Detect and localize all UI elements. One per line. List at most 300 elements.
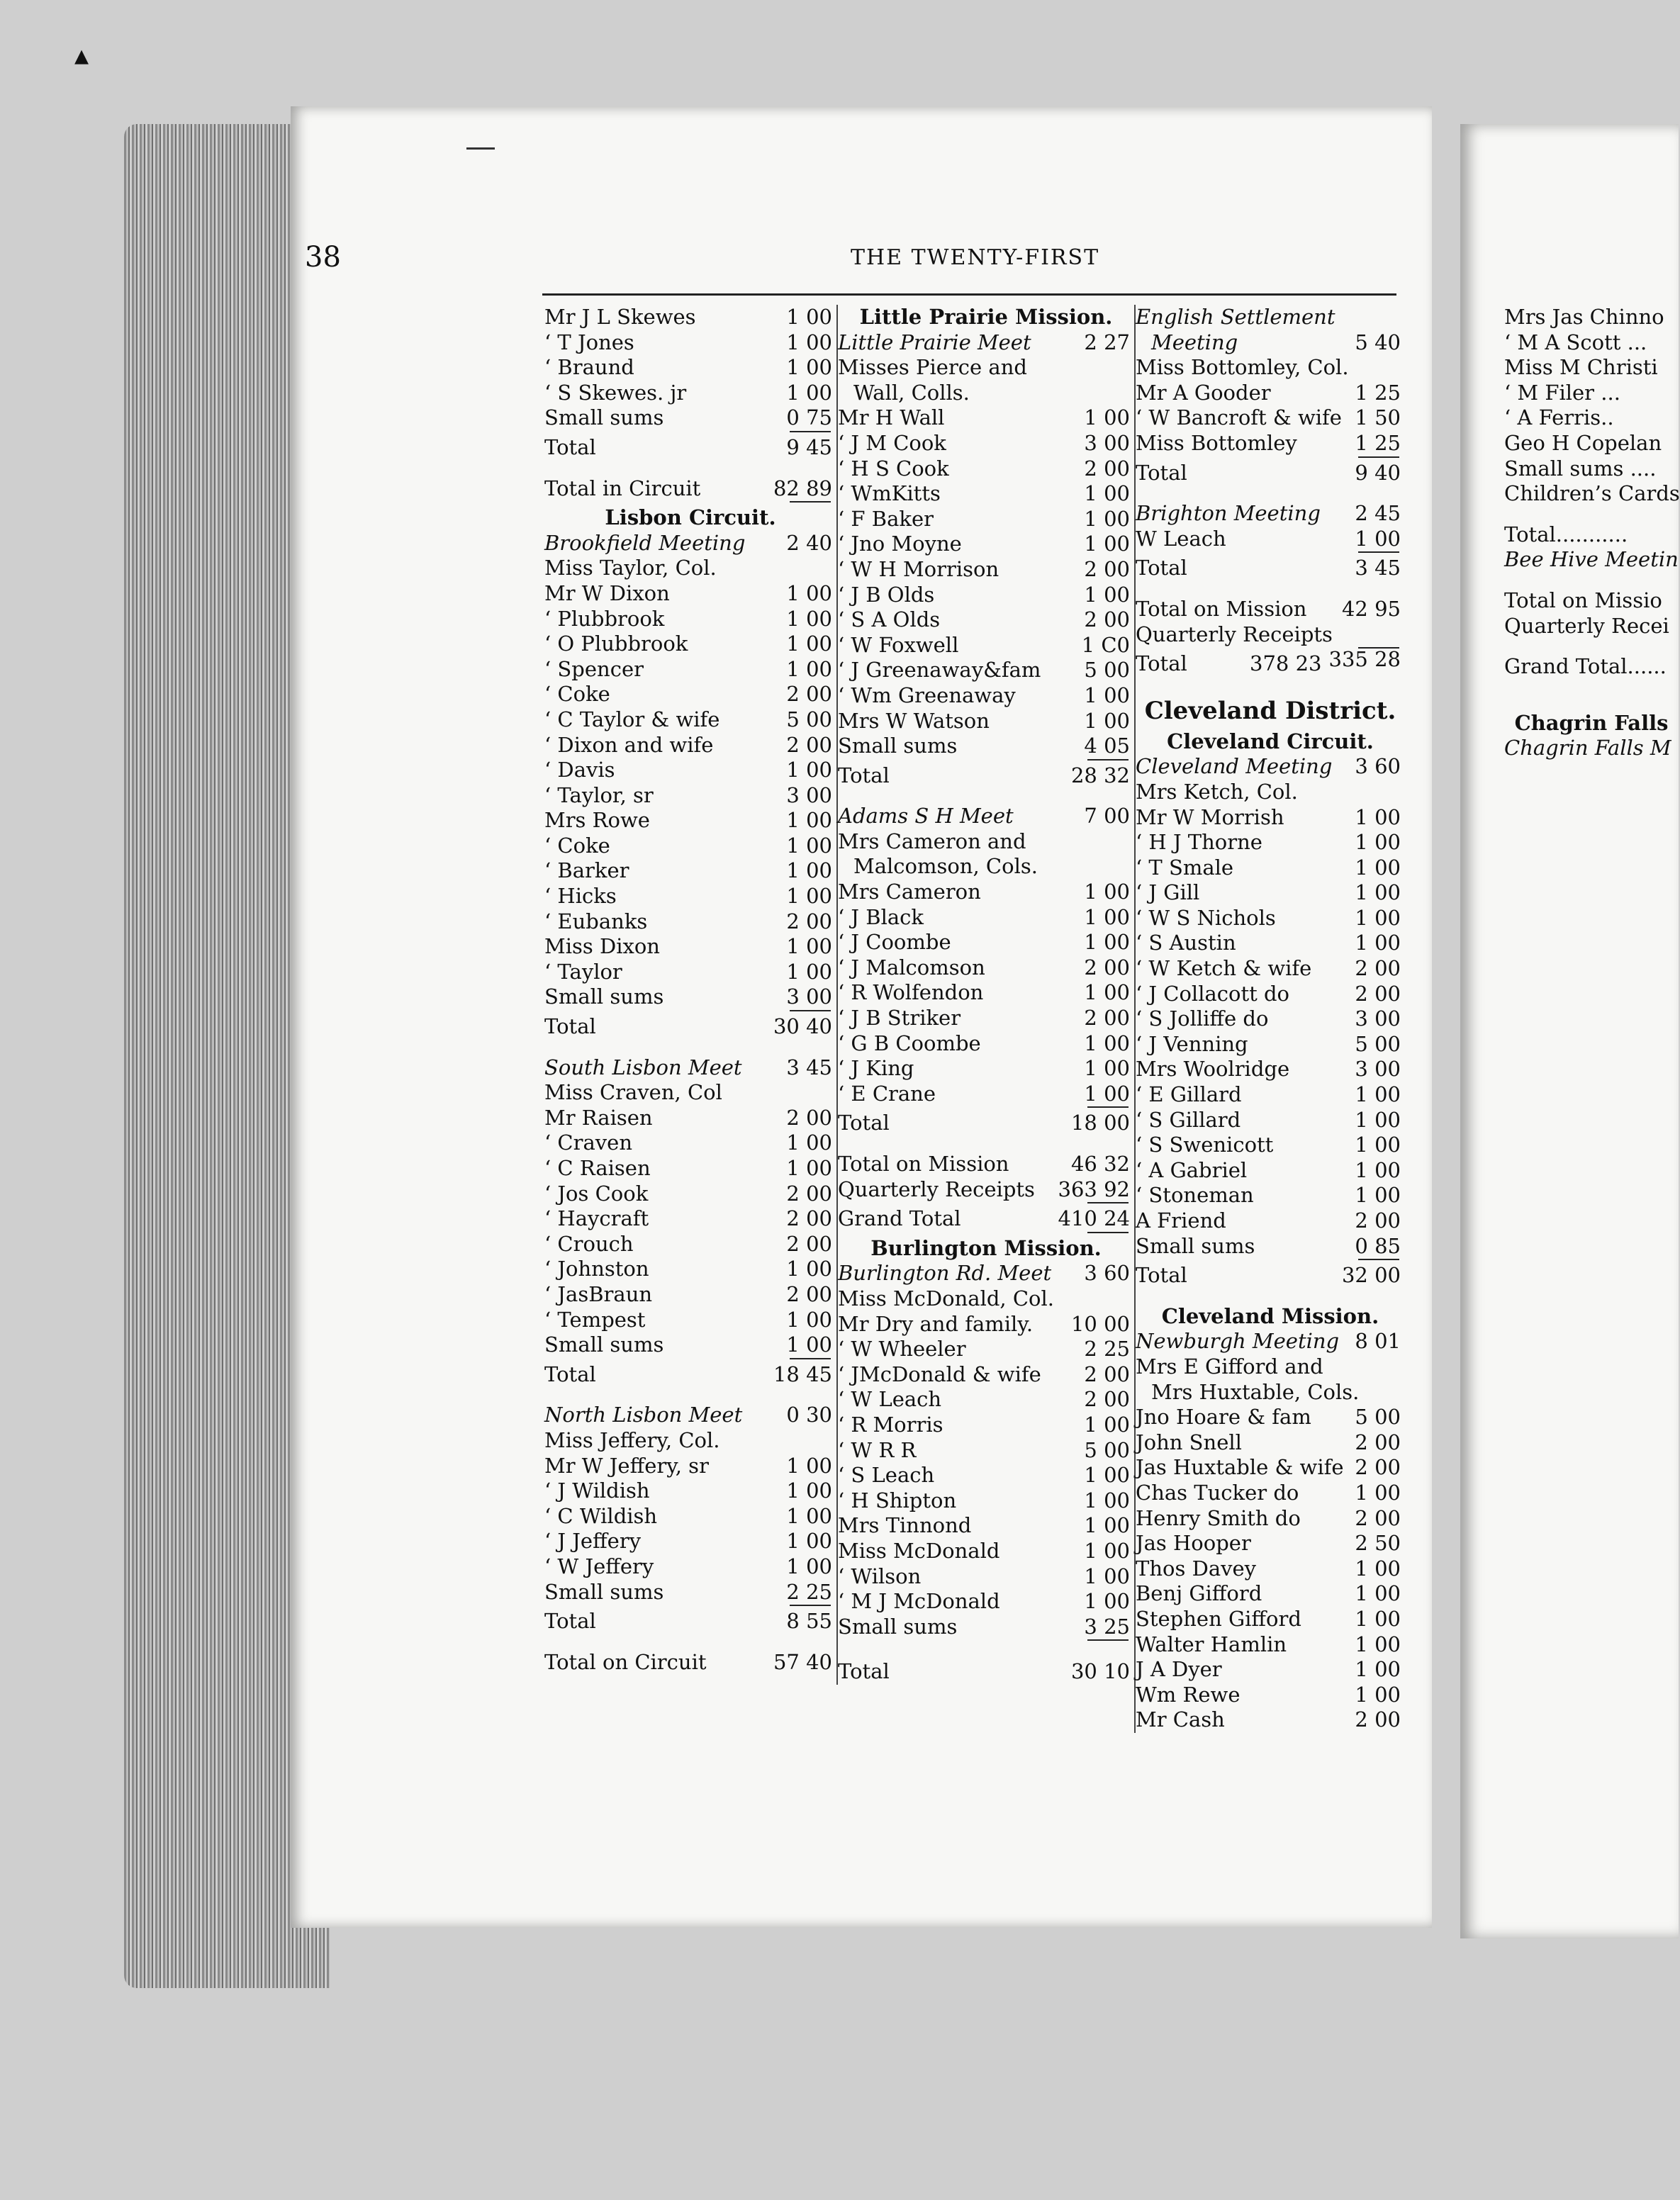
entry-name: ‘ Johnston [544, 1257, 649, 1281]
entry-name: Miss Bottomley, Col. [1136, 355, 1349, 380]
entry-name: Miss Bottomley [1136, 430, 1297, 455]
spacer [1504, 639, 1679, 654]
entry-name: ‘ S Swenicott [1136, 1133, 1274, 1157]
spacer [1136, 677, 1405, 692]
entry-name: ‘ R Wolfendon [838, 980, 984, 1005]
entry-amount: 1 00 [1352, 880, 1405, 906]
entry-name: ‘ J B Olds [838, 582, 935, 607]
entry-amount: 8 01 [1352, 1329, 1405, 1354]
entry-name: English Settlement [1136, 305, 1335, 329]
entry-name: ‘ G B Coombe [838, 1031, 981, 1055]
ledger-entry [1136, 1481, 1405, 1506]
ledger-entry [1504, 381, 1679, 406]
entry-name: ‘ J Malcomson [838, 955, 985, 980]
entry-name: ‘ J Venning [1136, 1031, 1248, 1056]
ledger-entry [1136, 1707, 1405, 1733]
entry-amount: 1 00 [1352, 1183, 1405, 1208]
entry-amount: 1 00 [783, 1156, 836, 1182]
entry-name: Total [544, 434, 596, 459]
spacer [1504, 507, 1679, 522]
entry-name: ‘ S Gillard [1136, 1107, 1241, 1132]
entry-amount: 2 00 [783, 1282, 836, 1308]
entry-amount: 1 00 [1081, 980, 1134, 1006]
entry-name: Total on Mission [838, 1152, 1009, 1176]
ledger-entry [544, 1282, 836, 1308]
ledger-entry [544, 1257, 836, 1282]
entry-name: Total [838, 1659, 890, 1684]
corner-mark: ▴ [74, 39, 89, 72]
entry-name: ‘ W Leach [838, 1387, 942, 1412]
spacer [1504, 573, 1679, 588]
entry-name: ‘ R Morris [838, 1412, 943, 1437]
entry-amount: 3 00 [783, 984, 836, 1010]
section-heading: Little Prairie Mission. [859, 305, 1113, 329]
entry-name: ‘ J B Striker [838, 1006, 961, 1031]
ledger-entry [838, 456, 1134, 482]
ledger-entry [838, 1177, 1134, 1203]
ledger-entry [544, 581, 836, 607]
entry-amount: 5 00 [1081, 658, 1134, 683]
entry-name: Misses Pierce and [838, 355, 1027, 380]
entry-name: Chagrin Falls M [1504, 736, 1671, 761]
ledger-entry [544, 1504, 836, 1530]
entry-amount: 3 00 [1352, 1057, 1405, 1082]
ledger-entry [1136, 1057, 1405, 1082]
entry-amount: 9 45 [783, 435, 836, 461]
ledger-entry [544, 632, 836, 657]
ledger-entry [1136, 405, 1405, 431]
entry-name: ‘ J M Cook [838, 430, 946, 455]
entry-name: ‘ T Smale [1136, 855, 1234, 880]
entry-amount: 1 00 [1352, 527, 1405, 552]
section-heading: Burlington Mission. [870, 1235, 1102, 1260]
entry-amount: 1 00 [1352, 855, 1405, 881]
entry-name: North Lisbon Meet [544, 1403, 743, 1427]
entry-name: Malcomson, Cols. [853, 854, 1038, 879]
entry-name: Walter Hamlin [1136, 1632, 1287, 1656]
entry-amount: 363 92 [1055, 1177, 1134, 1203]
ledger-entry [1136, 1607, 1405, 1632]
entry-amount: 1 00 [783, 581, 836, 607]
ledger-entry [1136, 1006, 1405, 1032]
ledger-entry [544, 1308, 836, 1333]
entry-name: ‘ Davis [544, 758, 615, 782]
entry-name: Jas Hooper [1136, 1531, 1251, 1556]
entry-amount: 0 75 [783, 405, 836, 431]
entry-amount: 2 00 [1081, 1006, 1134, 1031]
entry-name: ‘ T Jones [544, 330, 634, 354]
ledger-entry [838, 1659, 1134, 1685]
entry-name: Cleveland Meeting [1136, 754, 1333, 779]
spacer [838, 788, 1134, 804]
entry-name: ‘ W H Morrison [838, 556, 999, 581]
entry-amount: 9 40 [1352, 461, 1405, 486]
entry-name: Mr Cash [1136, 1707, 1225, 1732]
ledger-entry [544, 330, 836, 356]
entry-amount: 1 00 [1352, 1581, 1405, 1607]
entry-amount: 1 00 [1081, 1488, 1134, 1514]
entry-amount: 3 45 [783, 1055, 836, 1081]
entry-amount: 1 00 [1081, 709, 1134, 734]
entry-name: Mrs Huxtable, Cols. [1151, 1379, 1360, 1404]
ledger-entry [544, 531, 836, 556]
ledger-entry [838, 607, 1134, 633]
ledger-entry [838, 905, 1134, 931]
ledger-entry [1136, 1506, 1405, 1532]
entry-name: Mrs E Gifford and [1136, 1354, 1323, 1379]
ledger-entry [1136, 1183, 1405, 1208]
entry-name: ‘ Plubbrook [544, 606, 665, 631]
ledger-entry [1504, 405, 1679, 431]
ledger-entry [544, 1529, 836, 1554]
entry-amount: 1 C0 [1079, 633, 1134, 658]
entry-name: ‘ W S Nichols [1136, 905, 1276, 930]
entry-amount: 1 00 [1081, 683, 1134, 709]
entry-name: John Snell [1136, 1430, 1242, 1454]
ledger-entry [544, 783, 836, 809]
entry-amount: 1 00 [1081, 1589, 1134, 1615]
ledger-entry [544, 884, 836, 909]
ledger-entry [838, 1111, 1134, 1136]
entry-name: ‘ Spencer [544, 656, 644, 681]
ledger-entry [544, 1130, 836, 1156]
ledger-entry [838, 1513, 1134, 1539]
entry-name: Quarterly Receipts [838, 1177, 1035, 1201]
entry-name: ‘ W Jeffery [544, 1554, 654, 1578]
ledger-entry [544, 405, 836, 431]
entry-name: Mr W Dixon [544, 580, 670, 605]
ledger-entry [544, 960, 836, 985]
ledger-entry [1504, 305, 1679, 330]
entry-name: ‘ W R R [838, 1437, 917, 1462]
entry-amount: 1 00 [783, 960, 836, 985]
entry-name: Adams S H Meet [838, 804, 1014, 829]
entry-amount: 1 00 [1081, 1056, 1134, 1082]
ledger-entry [1136, 754, 1405, 780]
entry-amount: 1 00 [783, 1130, 836, 1156]
entry-amount: 1 00 [1081, 905, 1134, 931]
entry-name: Total [544, 1014, 596, 1039]
entry-amount: 1 00 [783, 1257, 836, 1282]
entry-amount: 1 00 [783, 1454, 836, 1479]
ledger-entry [1136, 556, 1405, 581]
entry-name: Thos Davey [1136, 1556, 1257, 1581]
entry-name: ‘ Taylor, sr [544, 782, 654, 807]
ledger-entry [838, 633, 1134, 658]
entry-name: Mr H Wall [838, 405, 945, 430]
entry-amount: 1 00 [1081, 1031, 1134, 1057]
entry-name: Miss Dixon [544, 934, 660, 959]
entry-name: Chas Tucker do [1136, 1480, 1299, 1505]
ledger-entry [544, 556, 836, 581]
entry-name: Mr W Morrish [1136, 804, 1284, 829]
entry-name: Quarterly Receipts [1136, 622, 1333, 646]
entry-amount: 2 27 [1081, 330, 1134, 356]
entry-amount: 1 00 [783, 355, 836, 381]
entry-name: ‘ Craven [544, 1130, 633, 1155]
entry-name: A Friend [1136, 1208, 1226, 1233]
entry-name: ‘ Jos Cook [544, 1181, 649, 1206]
entry-amount: 1 00 [1352, 1556, 1405, 1582]
entry-amount: 30 10 [1068, 1659, 1134, 1685]
entry-amount: 3 00 [1352, 1006, 1405, 1032]
entry-amount: 32 00 [1339, 1263, 1405, 1289]
entry-name: ‘ C Wildish [544, 1503, 658, 1528]
entry-name: Miss Jeffery, Col. [544, 1427, 720, 1452]
entry-amount: 18 00 [1068, 1111, 1134, 1136]
entry-amount: 2 00 [1081, 557, 1134, 583]
entry-amount: 2 00 [783, 1206, 836, 1232]
entry-amount: 42 95 [1339, 597, 1405, 622]
entry-amount: 1 50 [1352, 405, 1405, 431]
entry-amount: 1 00 [1081, 1082, 1134, 1107]
entry-amount: 2 00 [783, 909, 836, 935]
ledger-entry [1136, 1556, 1405, 1582]
entry-amount: 1 00 [1081, 1539, 1134, 1564]
entry-name: ‘ M A Scott ... [1504, 330, 1647, 354]
entry-name: ‘ Coke [544, 682, 610, 707]
ledger-entry [1136, 1208, 1405, 1234]
entry-amount: 1 00 [1081, 880, 1134, 905]
entry-name: ‘ M Filer ... [1504, 380, 1620, 405]
entry-name: Mrs W Watson [838, 708, 990, 733]
entry-amount: 2 00 [1081, 1362, 1134, 1388]
ledger-entry [838, 1031, 1134, 1057]
ledger-entry [838, 804, 1134, 829]
entry-name: ‘ Jno Moyne [838, 532, 962, 556]
entry-amount: 335 28 [1326, 647, 1405, 673]
ledger-entry [838, 1362, 1134, 1388]
entry-name: Grand Total [838, 1206, 961, 1231]
entry-amount: 1 00 [1081, 507, 1134, 532]
entry-amount: 2 00 [1352, 1430, 1405, 1456]
entry-amount: 2 00 [1352, 1208, 1405, 1234]
ledger-entry [1136, 1657, 1405, 1683]
section-heading: Cleveland Circuit. [1167, 729, 1374, 753]
entry-amount: 1 00 [1352, 830, 1405, 855]
ledger-entry [544, 1332, 836, 1358]
ledger-entry [1504, 355, 1679, 381]
entry-amount: 1 00 [783, 305, 836, 330]
ledger-entry [1136, 1354, 1405, 1380]
ledger-entry [1504, 588, 1679, 614]
ledger-entry [838, 1488, 1134, 1514]
entry-amount: 82 89 [771, 476, 836, 502]
ledger-entry [544, 1478, 836, 1504]
entry-name: Total [544, 1609, 596, 1634]
entry-name: Bee Hive Meetin [1504, 547, 1679, 572]
entry-name: ‘ H Shipton [838, 1488, 957, 1512]
entry-amount: 7 00 [1081, 804, 1134, 829]
entry-name: Mrs Cameron [838, 880, 981, 904]
ledger-entry [1136, 1455, 1405, 1481]
ledger-entry [544, 1362, 836, 1388]
entry-name: ‘ E Gillard [1136, 1082, 1242, 1107]
ledger-entry [838, 405, 1134, 431]
entry-name: ‘ Eubanks [544, 909, 648, 933]
ledger-entry [544, 1206, 836, 1232]
ledger-entry [838, 1438, 1134, 1464]
entry-name: ‘ S Skewes. jr [544, 380, 687, 405]
entry-amount: 5 00 [1081, 1438, 1134, 1464]
ledger-entry [544, 1080, 836, 1106]
entry-name: ‘ J Gill [1136, 880, 1200, 905]
entry-amount: 1 00 [1081, 532, 1134, 557]
entry-amount: 1 00 [1081, 1513, 1134, 1539]
entry-name: ‘ Taylor [544, 959, 622, 984]
entry-name: ‘ Haycraft [544, 1206, 649, 1231]
ledger-entry [838, 1312, 1134, 1337]
entry-name: ‘ J Black [838, 904, 924, 929]
page-number: 38 [305, 241, 341, 274]
entry-name: Miss Taylor, Col. [544, 556, 717, 580]
ledger-entry [1136, 1405, 1405, 1430]
entry-amount: 1 00 [1352, 931, 1405, 956]
ledger-entry [1136, 431, 1405, 456]
entry-name: Small sums [544, 1579, 664, 1604]
ledger-entry [838, 880, 1134, 905]
ledger-entry [544, 984, 836, 1010]
entry-amount: 1 00 [783, 808, 836, 834]
entry-name: Meeting [1151, 330, 1238, 354]
entry-name: ‘ J Collacott do [1136, 981, 1290, 1006]
ledger-entry [544, 607, 836, 632]
entry-name: Total [838, 763, 890, 787]
ledger-entry [1504, 614, 1679, 639]
ledger-entry [1504, 481, 1679, 507]
entry-name: ‘ A Ferris.. [1504, 405, 1614, 430]
entry-name: ‘ S Leach [838, 1463, 935, 1488]
ledger-entry [1136, 1380, 1405, 1405]
entry-amount: 1 00 [1081, 1564, 1134, 1590]
entry-name: Mrs Rowe [544, 808, 650, 833]
entry-amount: 1 00 [1352, 1683, 1405, 1708]
ledger-entry [838, 683, 1134, 709]
ledger-entry [838, 355, 1134, 381]
entry-amount: 2 45 [1352, 501, 1405, 527]
ledger-entry [544, 1609, 836, 1634]
entry-name: ‘ Wilson [838, 1564, 922, 1588]
spacer [1504, 680, 1679, 695]
ledger-column-3 [1134, 305, 1405, 1733]
ledger-entry [838, 658, 1134, 683]
entry-amount: 1 00 [783, 758, 836, 783]
ledger-entry [1136, 381, 1405, 406]
entry-name: ‘ Braund [544, 355, 634, 380]
entry-amount: 1 00 [1081, 405, 1134, 431]
entry-name: South Lisbon Meet [544, 1055, 742, 1079]
entry-amount: 2 00 [1352, 982, 1405, 1007]
entry-amount: 2 00 [783, 1106, 836, 1131]
entry-amount: 1 00 [783, 934, 836, 960]
entry-amount: 1 25 [1352, 381, 1405, 406]
section-heading: Lisbon Circuit. [605, 505, 776, 530]
entry-name: Mr W Jeffery, sr [544, 1453, 709, 1478]
spacer [544, 461, 836, 476]
entry-amount: 2 00 [1352, 956, 1405, 982]
ledger-entry [1136, 1329, 1405, 1354]
entry-amount: 1 00 [783, 884, 836, 909]
district-heading: Cleveland District. [1144, 696, 1396, 725]
entry-name: Miss McDonald, Col. [838, 1286, 1054, 1311]
entry-name: ‘ W Bancroft & wife [1136, 405, 1342, 430]
ledger-entry [1136, 651, 1405, 677]
entry-name: Burlington Rd. Meet [838, 1261, 1052, 1286]
ledger-entry [544, 1454, 836, 1479]
entry-amount: 5 00 [783, 707, 836, 733]
ledger-entry [838, 532, 1134, 557]
entry-name: ‘ W Ketch & wife [1136, 956, 1312, 981]
ledger-entry [1136, 305, 1405, 330]
ledger-entry [838, 1539, 1134, 1564]
ledger-entry [1136, 330, 1405, 356]
ledger-entry [1136, 1263, 1405, 1289]
ledger-entry [838, 557, 1134, 583]
ledger-entry [544, 435, 836, 461]
entry-amount: 0 30 [783, 1403, 836, 1428]
section-heading: Cleveland Mission. [1161, 1303, 1379, 1328]
entry-name: Children’s Cards [1504, 481, 1680, 506]
ledger-entry [1136, 1032, 1405, 1057]
ledger-entry [544, 1014, 836, 1040]
ledger-entry [838, 330, 1134, 356]
entry-name: Small sums [1136, 1233, 1255, 1258]
entry-name: Jno Hoare & fam [1136, 1405, 1311, 1430]
entry-name: ‘ A Gabriel [1136, 1157, 1248, 1182]
ledger-entry [544, 1554, 836, 1580]
ledger-entry [544, 909, 836, 935]
ledger-entry [1136, 906, 1405, 931]
spacer [1136, 581, 1405, 597]
entry-amount: 1 00 [1081, 1463, 1134, 1488]
entry-amount: 1 00 [783, 1504, 836, 1530]
entry-name: ‘ Coke [544, 833, 610, 858]
ledger-entry [544, 808, 836, 834]
spacer [544, 1634, 836, 1650]
entry-name: Mr J L Skewes [544, 305, 696, 329]
ledger-entry [838, 854, 1134, 880]
entry-amount: 1 00 [1352, 1158, 1405, 1184]
entry-amount: 18 45 [771, 1362, 836, 1388]
ledger-entry [544, 1428, 836, 1454]
ledger-entry [838, 481, 1134, 507]
entry-amount: 1 00 [1352, 1082, 1405, 1108]
entry-name: ‘ C Taylor & wife [544, 707, 720, 731]
entry-amount: 3 45 [1352, 556, 1405, 581]
ledger-entry [838, 980, 1134, 1006]
entry-amount: 1 00 [783, 1308, 836, 1333]
entry-amount: 0 85 [1352, 1234, 1405, 1259]
margin-dash [466, 147, 495, 150]
entry-amount: 2 00 [783, 1232, 836, 1257]
ledger-entry [544, 1403, 836, 1428]
ledger-entry [544, 682, 836, 707]
entry-name: ‘ W Foxwell [838, 632, 959, 657]
entry-name: ‘ Dixon and wife [544, 732, 714, 757]
entry-name: Total [544, 1362, 596, 1386]
entry-name: ‘ J Greenaway&fam [838, 658, 1041, 683]
entry-amount: 1 00 [1081, 583, 1134, 608]
spacer [1136, 1289, 1405, 1304]
ledger-entry [1504, 522, 1679, 548]
ledger-entry [1136, 597, 1405, 622]
entry-name: ‘ Tempest [544, 1307, 646, 1332]
entry-amount: 1 00 [783, 1554, 836, 1580]
ledger-entry [544, 758, 836, 783]
entry-name: Mrs Cameron and [838, 829, 1026, 853]
entry-amount: 1 00 [1352, 1481, 1405, 1506]
entry-amount: 3 25 [1081, 1615, 1134, 1640]
